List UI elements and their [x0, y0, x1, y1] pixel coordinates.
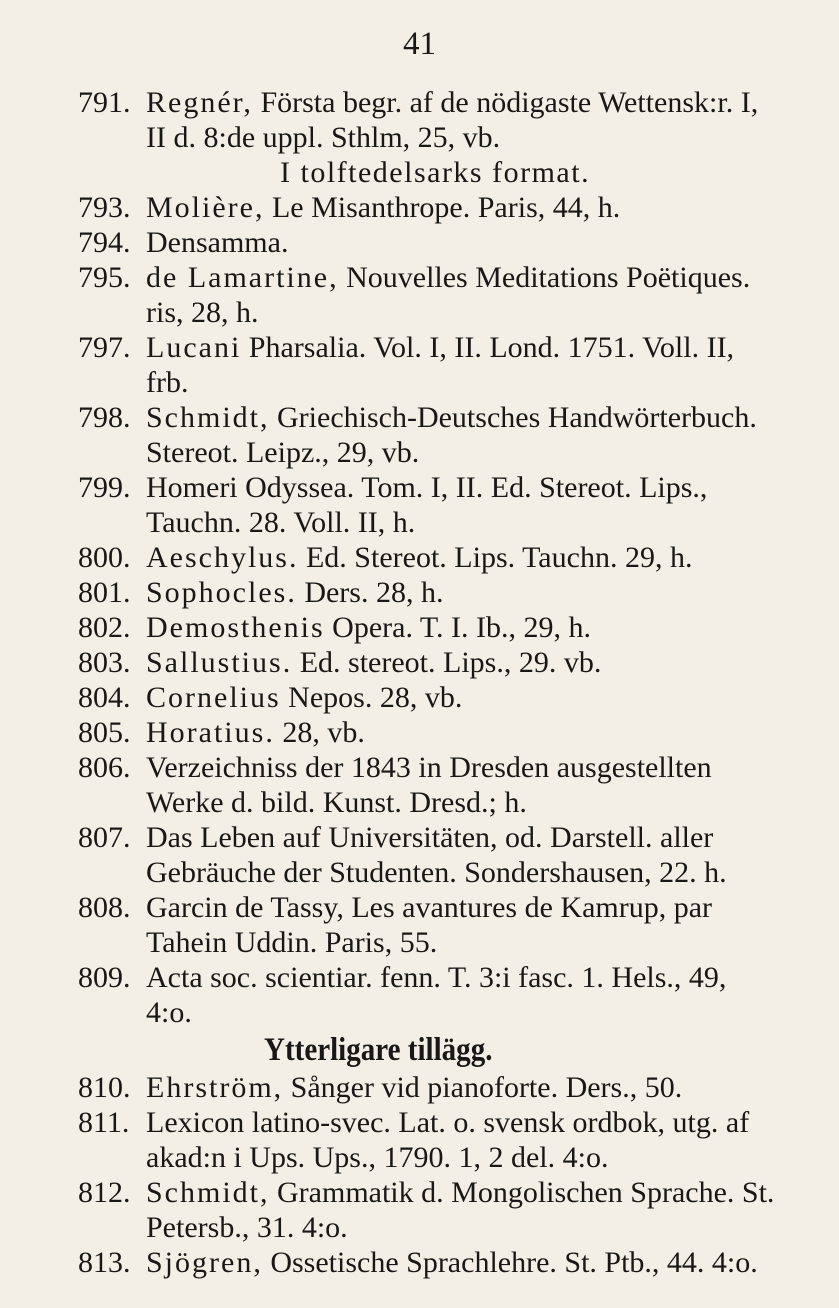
entry-text: Första begr. af de nödigaste Wettensk:r. I, II d. 8:de uppl. Sthlm, 25, vb. — [146, 86, 759, 154]
entry-text: Grammatik d. Mongolischen Sprache. St. Petersb., 31. 4:o. — [146, 1176, 775, 1244]
entry-number: 798. — [78, 401, 131, 434]
entry-author: Horatius. — [146, 716, 275, 749]
entry-author: Regnér, — [146, 86, 253, 119]
entry-number: 802. — [78, 611, 131, 644]
entry-author: Ehrström, — [146, 1071, 284, 1104]
entry-798 — [0, 400, 839, 470]
entry-number: 806. — [78, 751, 131, 784]
entry-number: 793. — [78, 191, 131, 224]
entry-809 — [0, 960, 839, 1030]
entry-number: 809. — [78, 961, 131, 994]
entry-number: 791. — [78, 86, 131, 119]
entry-text: Ossetische Sprachlehre. St. Ptb., 44. 4:o. — [262, 1246, 758, 1279]
entry-text: Pharsalia. Vol. I, II. Lond. 1751. Voll. II, frb. — [146, 331, 735, 399]
entry-number: 794. — [78, 226, 131, 259]
entry-text: Garcin de Tassy, Les avantures de Kamrup, par Tahein Uddin. Paris, 55. — [146, 891, 713, 959]
entry-author: Schmidt, — [146, 401, 270, 434]
entry-author: de Lamartine, — [146, 261, 339, 294]
entry-804 — [0, 680, 839, 715]
entry-811 — [0, 1105, 839, 1175]
entry-number: 807. — [78, 821, 131, 854]
entry-text: Lexicon latino-svec. Lat. o. svensk ordbok, utg. af akad:n i Ups. Ups., 1790. 1, 2 del. 4:o. — [146, 1106, 750, 1174]
entry-number: 800. — [78, 541, 131, 574]
entry-text: Nepos. 28, vb. — [280, 681, 463, 714]
entry-author: Demosthenis — [146, 611, 325, 644]
entry-list — [0, 85, 839, 1280]
section-heading: Ytterligare tillägg. — [264, 1032, 493, 1068]
entry-number: 795. — [78, 261, 131, 294]
entry-text: Ed. stereot. Lips., 29. vb. — [292, 646, 602, 679]
entry-text: Densamma. — [146, 226, 289, 259]
entry-author: Lucani — [146, 331, 242, 364]
entry-text: Homeri Odyssea. Tom. I, II. Ed. Stereot. Lips., Tauchn. 28. Voll. II, h. — [146, 471, 708, 539]
entry-number: 810. — [78, 1071, 131, 1104]
entry-791 — [0, 85, 839, 155]
entry-author: Sallustius. — [146, 646, 293, 679]
entry-799 — [0, 470, 839, 540]
entry-813 — [0, 1245, 839, 1280]
entry-text: 28, vb. — [274, 716, 365, 749]
entry-author: Schmidt, — [146, 1176, 270, 1209]
entry-794 — [0, 225, 839, 260]
entry-text: Nouvelles Meditations Poëtiques. ris, 28, h. — [146, 261, 751, 329]
entry-number: 803. — [78, 646, 131, 679]
entry-text: Opera. T. I. Ib., 29, h. — [324, 611, 591, 644]
entry-806 — [0, 750, 839, 820]
page-number: 41 — [403, 26, 436, 62]
entry-number: 797. — [78, 331, 131, 364]
entry-author: Molière, — [146, 191, 265, 224]
entry-text: Das Leben auf Universitäten, od. Darstell. aller Gebräuche der Studenten. Sondershausen, 22. h. — [146, 821, 727, 889]
entry-802 — [0, 610, 839, 645]
entry-text: Acta soc. scientiar. fenn. T. 3:i fasc. 1. Hels., 49, 4:o. — [146, 961, 727, 1029]
entry-number: 813. — [78, 1246, 131, 1279]
entry-793 — [0, 190, 839, 225]
entry-801 — [0, 575, 839, 610]
entry-text: Le Misanthrope. Paris, 44, h. — [264, 191, 621, 224]
entry-812 — [0, 1175, 839, 1245]
entry-author: Sophocles. — [146, 576, 297, 609]
entry-text: Verzeichniss der 1843 in Dresden ausgestellten Werke d. bild. Kunst. Dresd.; h. — [146, 751, 712, 819]
entry-800 — [0, 540, 839, 575]
entry-number: 811. — [78, 1106, 130, 1139]
entry-author: Cornelius — [146, 681, 281, 714]
entry-text: Ders. 28, h. — [296, 576, 444, 609]
entry-807 — [0, 820, 839, 890]
format-note: I tolftedelsarks format. — [280, 156, 591, 189]
entry-number: 801. — [78, 576, 131, 609]
entry-803 — [0, 645, 839, 680]
entry-text: Ed. Stereot. Lips. Tauchn. 29, h. — [298, 541, 693, 574]
entry-number: 805. — [78, 716, 131, 749]
entry-number: 804. — [78, 681, 131, 714]
entry-number: 812. — [78, 1176, 131, 1209]
entry-795 — [0, 260, 839, 330]
entry-808 — [0, 890, 839, 960]
entry-805 — [0, 715, 839, 750]
entry-author: Sjögren, — [146, 1246, 263, 1279]
entry-number: 808. — [78, 891, 131, 924]
entry-number: 799. — [78, 471, 131, 504]
entry-text: Griechisch-Deutsches Handwörterbuch. Stereot. Leipz., 29, vb. — [146, 401, 757, 469]
entry-797 — [0, 330, 839, 400]
entry-810 — [0, 1070, 839, 1105]
entry-text: Sånger vid pianoforte. Ders., 50. — [283, 1071, 683, 1104]
entry-author: Aeschylus. — [146, 541, 299, 574]
